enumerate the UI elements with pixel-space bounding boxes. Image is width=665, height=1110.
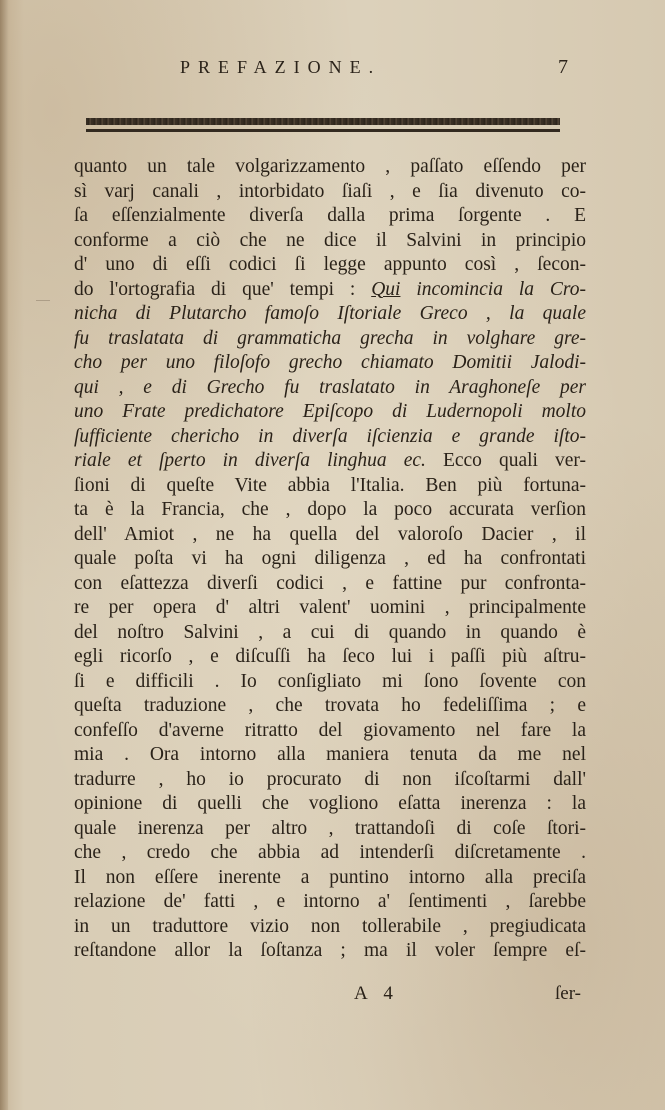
text-line: [74, 278, 586, 303]
text-line: [74, 253, 586, 278]
italic-text-segment: ſufficiente chericho in diverſa iſcienzia e grande iſto-: [74, 425, 586, 447]
text-line: [74, 915, 586, 940]
text-segment: confeſſo d'averne ritratto del giovamento nel fare la: [74, 719, 586, 741]
text-line: [74, 400, 586, 425]
text-line: [74, 572, 586, 597]
text-segment: mia . Ora intorno alla maniera tenuta da me nel: [74, 744, 586, 765]
text-line: [74, 817, 586, 842]
text-line: [74, 180, 586, 205]
text-line: [74, 474, 586, 499]
text-segment: reſtandone allor la ſoſtanza ; ma il voler ſempre eſ-: [74, 940, 586, 961]
text-line: [74, 645, 586, 670]
text-line: [74, 449, 586, 474]
text-line: [74, 792, 586, 817]
text-segment: ſa eſſenzialmente diverſa dalla prima ſorgente . E: [74, 205, 586, 226]
text-segment: Ecco quali ver-: [425, 450, 586, 471]
text-segment: conforme a ciò che ne dice il Salvini in principio: [74, 229, 586, 251]
running-head: PREFAZIONE.: [180, 57, 382, 77]
text-segment: con eſattezza diverſi codici , e fattine pur confronta-: [74, 572, 586, 594]
text-segment: dell' Amiot , ne ha quella del valoroſo Dacier , il: [74, 523, 586, 545]
text-line: [74, 351, 586, 376]
text-line: [74, 670, 586, 695]
text-segment: del noſtro Salvini , a cui di quando in quando è: [74, 621, 586, 643]
italic-text-segment: qui , e di Grecho fu traslatato in Araghoneſe per: [74, 376, 586, 398]
text-line: [74, 229, 586, 254]
header-rule-thick: [86, 118, 560, 125]
signature-mark: A 4: [354, 983, 399, 1004]
text-line: [74, 376, 586, 401]
text-segment: queſta traduzione , che trovata ho fedeliſſima ; e: [74, 695, 586, 716]
text-line: [74, 302, 586, 327]
text-line: [74, 523, 586, 548]
italic-text-segment: uno Frate predichatore Epiſcopo di Ludernopoli molto: [74, 401, 586, 422]
italic-text-segment: fu traslatata di grammaticha grecha in volghare gre-: [74, 327, 586, 349]
body-text: [74, 155, 586, 964]
text-segment: tradurre , ho io procurato di non iſcoſtarmi dall': [74, 768, 586, 790]
text-segment: Il non eſſere inerente a puntino intorno alla preciſa: [74, 866, 586, 888]
header-rule-thin: [86, 129, 560, 132]
text-segment: re per opera d' altri valent' uomini , principalmente: [74, 597, 586, 618]
text-segment: d' uno di eſſi codici ſi legge appunto così , ſecon-: [74, 254, 586, 275]
text-segment: ſi e difficili . Io conſigliato mi ſono ſovente con: [74, 670, 586, 692]
catchword: ſer-: [555, 983, 581, 1004]
text-line: [74, 841, 586, 866]
italic-text-segment: Qui: [371, 278, 401, 300]
text-line: [74, 621, 586, 646]
text-line: [74, 547, 586, 572]
italic-text-segment: cho per uno filoſofo grecho chiamato Domitii Jalodi-: [74, 352, 586, 373]
text-line: [74, 768, 586, 793]
text-segment: ta è la Francia, che , dopo la poco accurata verſion: [74, 499, 586, 520]
page-number: 7: [558, 56, 568, 78]
text-segment: sì varj canali , intorbidato ſiaſi , e ſia divenuto co-: [74, 180, 586, 202]
text-segment: che , credo che abbia ad intenderſi diſcretamente .: [74, 842, 586, 863]
text-line: [74, 890, 586, 915]
text-segment: ſioni di queſte Vite abbia l'Italia. Ben più fortuna-: [74, 474, 586, 496]
text-line: [74, 327, 586, 352]
italic-text-segment: riale et ſperto in diverſa linghua ec.: [74, 450, 426, 471]
text-line: [74, 425, 586, 450]
italic-text-segment: nicha di Plutarcho famoſo Iſtoriale Greco , la quale: [74, 303, 586, 324]
italic-text-segment: incomincia la Cro-: [400, 278, 586, 300]
text-segment: quale inerenza per altro , trattandoſi di coſe ſtori-: [74, 817, 586, 839]
text-segment: relazione de' fatti , e intorno a' ſentimenti , ſarebbe: [74, 891, 586, 912]
text-segment: quanto un tale volgarizzamento , paſſato eſſendo per: [74, 156, 586, 177]
text-segment: do l'ortografia di que' tempi :: [74, 278, 372, 300]
text-segment: egli ricorſo , e diſcuſſi ha ſeco lui i paſſi più aſtru-: [74, 646, 586, 667]
text-segment: opinione di quelli che vogliono eſatta inerenza : la: [74, 793, 586, 814]
text-line: [74, 596, 586, 621]
text-line: [74, 694, 586, 719]
text-line: [74, 204, 586, 229]
text-line: [74, 719, 586, 744]
text-segment: in un traduttore vizio non tollerabile , pregiudicata: [74, 915, 586, 937]
text-line: [74, 866, 586, 891]
page-binding-edge: [0, 0, 8, 1110]
text-line: [74, 155, 586, 180]
margin-mark: [36, 300, 50, 301]
text-line: [74, 939, 586, 964]
text-segment: quale poſta vi ha ogni diligenza , ed ha confrontati: [74, 548, 586, 569]
text-line: [74, 498, 586, 523]
text-line: [74, 743, 586, 768]
